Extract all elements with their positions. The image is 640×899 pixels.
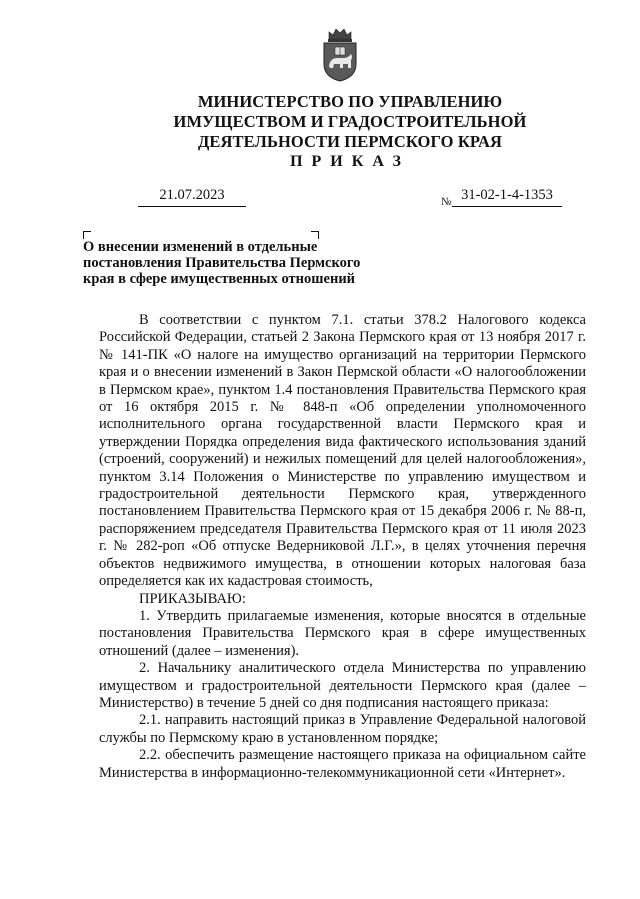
- subject-line-3: края в сфере имущественных отношений: [83, 271, 356, 287]
- document-subject: [83, 239, 383, 287]
- coat-of-arms-icon: [318, 26, 362, 82]
- subject-corner-left: [83, 231, 91, 239]
- ministry-name: [140, 92, 560, 152]
- ministry-line-1: МИНИСТЕРСТВО ПО УПРАВЛЕНИЮ: [197, 92, 503, 111]
- document-type: ПРИКАЗ: [290, 153, 410, 170]
- item-2-paragraph: 2. Начальнику аналитического отдела Министерства по управлению имуществом и градостроительной деятельности Пермского края (далее – Министерство) в течение 5 дней со дня подписания настоящего приказа:: [99, 660, 586, 711]
- ministry-line-3: ДЕЯТЕЛЬНОСТИ ПЕРМСКОГО КРАЯ: [197, 132, 502, 151]
- subject-corner-right: [311, 231, 319, 239]
- item-2-2-paragraph: 2.2. обеспечить размещение настоящего приказа на официальном сайте Министерства в информационно-телекоммуникационной сети «Интернет».: [99, 747, 586, 781]
- subject-line-1: О внесении изменений в отдельные: [83, 239, 318, 255]
- ministry-line-2: ИМУЩЕСТВОМ И ГРАДОСТРОИТЕЛЬНОЙ: [173, 112, 527, 131]
- preamble-paragraph: В соответствии с пунктом 7.1. статьи 378.2 Налогового кодекса Российской Федерации, статьей 2 Закона Пермского края от 13 ноября 2017 г. № 141-ПК «О налоге на имущество организаций на территории Пермского края и о внесении изменений в Закон Пермской области «О налогообложении в Пермском крае», пунктом 1.4 постановления Правительства Пермского края от 16 октября 2015 г. № 848-п «Об определении уполномоченного исполнительного органа государственной власти Пермского края и утверждении Порядка определения вида фактического использования зданий (строений, сооружений) и нежилых помещений для целей налогообложения», пунктом 3.14 Положения о Министерстве по управлению имуществом и градостроительной деятельности Пермского края, утвержденного постановлением Правительства Пермского края от 15 декабря 2006 г. № 88-п, распоряжением председателя Правительства Пермского края от 11 июля 2023 г. № 282-роп «Об отпуске Ведерниковой Л.Г.», в целях уточнения перечня объектов недвижимого имущества, в отношении которых налоговая база определяется как их кадастровая стоимость,: [99, 312, 586, 590]
- item-1-paragraph: 1. Утвердить прилагаемые изменения, которые вносятся в отдельные постановления Правительства Пермского края в сфере имущественных отношений (далее – изменения).: [99, 607, 586, 659]
- subject-line-2: постановления Правительства Пермского: [83, 255, 361, 271]
- item-2-1-paragraph: 2.1. направить настоящий приказ в Управление Федеральной налоговой службы по Пермскому краю в установленном порядке;: [99, 712, 586, 746]
- decree-word: ПРИКАЗЫВАЮ:: [139, 590, 246, 607]
- document-date: 21.07.2023: [138, 187, 246, 207]
- number-sign: №: [441, 196, 452, 208]
- document-body: [99, 312, 586, 782]
- document-number: 31-02-1-4-1353: [452, 187, 562, 207]
